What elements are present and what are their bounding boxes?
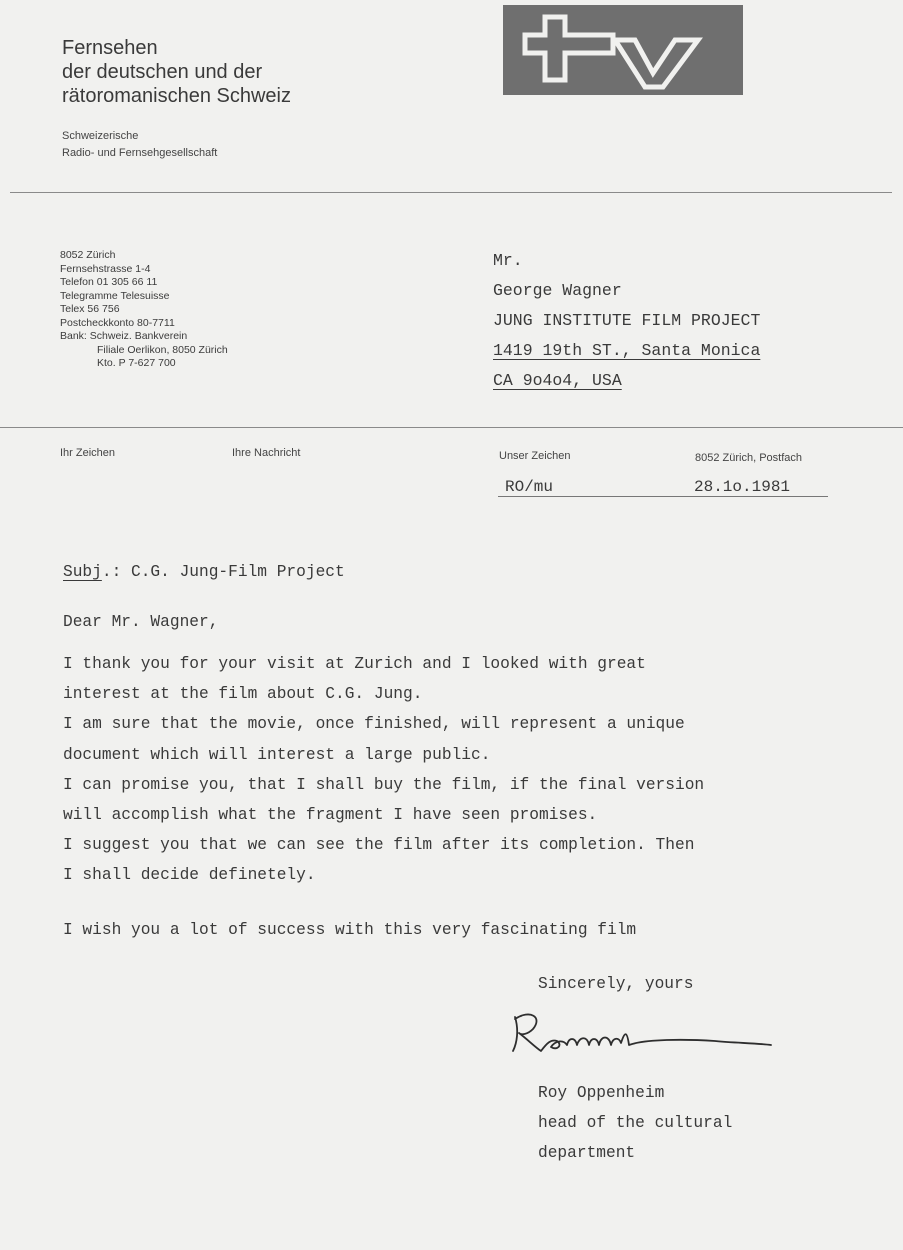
- sender-line-3: Telefon 01 305 66 11: [60, 276, 158, 288]
- reference-underline: [498, 496, 828, 497]
- signer-title-line-1: head of the cultural: [538, 1114, 733, 1132]
- letterhead: [62, 36, 482, 162]
- body-line-5: I can promise you, that I shall buy the film, if the final version: [63, 775, 705, 794]
- letterhead-title-line-1: Fernsehen: [62, 37, 158, 59]
- letterhead-title-line-2: der deutschen und der: [62, 61, 263, 83]
- body-line-1: I thank you for your visit at Zurich and I looked with great: [63, 655, 646, 673]
- sender-bank-line-1: Filiale Oerlikon, 8050 Zürich: [97, 343, 228, 356]
- sender-line-5: Telex 56 756: [60, 303, 120, 315]
- tv-logo-icon: [503, 5, 743, 95]
- body-line-7: I suggest you that we can see the film after its completion. Then: [63, 836, 695, 855]
- recipient-salutation: Mr.: [493, 251, 523, 270]
- closing: [538, 969, 858, 999]
- subject-prefix: Subj: [63, 563, 102, 581]
- body-line-8: I shall decide definetely.: [63, 866, 316, 885]
- letterhead-subtitle-line-1: Schweizerische: [62, 130, 139, 142]
- subject-text: .: C.G. Jung-Film Project: [101, 563, 345, 581]
- fold-line-middle: [0, 427, 903, 428]
- recipient-organization: JUNG INSTITUTE FILM PROJECT: [493, 311, 761, 330]
- closing-text: Sincerely, yours: [538, 975, 694, 993]
- body-line-6: will accomplish what the fragment I have seen promises.: [63, 806, 598, 825]
- signer-name: Roy Oppenheim: [538, 1084, 665, 1102]
- unser-zeichen-value: RO/mu: [505, 478, 554, 496]
- sender-address: [60, 249, 320, 371]
- handwritten-signature: [505, 1005, 785, 1065]
- recipient-street: 1419 19th ST., Santa Monica: [493, 341, 761, 360]
- signer-title-line-2: department: [538, 1144, 636, 1162]
- letter-body: [63, 649, 873, 891]
- letter-date: 28.1o.1981: [694, 478, 791, 496]
- letterhead-title-line-3: rätoromanischen Schweiz: [62, 85, 291, 107]
- recipient-address: [493, 246, 833, 396]
- sender-bank-line-2: Kto. P 7-627 700: [97, 357, 176, 369]
- greeting: Dear Mr. Wagner,: [63, 613, 219, 631]
- letterhead-subtitle-line-2: Radio- und Fernsehgesellschaft: [62, 147, 218, 159]
- subject-line: [63, 563, 863, 581]
- body-line-3: I am sure that the movie, once finished, will represent a unique: [63, 715, 685, 734]
- ihre-nachricht-label: Ihre Nachricht: [232, 447, 301, 459]
- signer-block: [538, 1078, 858, 1168]
- sender-line-6: Postcheckkonto 80-7711: [60, 316, 175, 329]
- wish-line: I wish you a lot of success with this very fascinating film: [63, 921, 637, 939]
- fold-line-top: [10, 192, 892, 193]
- recipient-city: CA 9o4o4, USA: [493, 371, 622, 390]
- postfach-label: 8052 Zürich, Postfach: [695, 452, 803, 464]
- sender-line-7: Bank: Schweiz. Bankverein: [60, 330, 188, 342]
- ihr-zeichen-label: Ihr Zeichen: [60, 447, 116, 459]
- unser-zeichen-label: Unser Zeichen: [499, 450, 571, 462]
- sender-line-4: Telegramme Telesuisse: [60, 289, 170, 302]
- body-line-2: interest at the film about C.G. Jung.: [63, 685, 423, 704]
- body-line-4: document which will interest a large public.: [63, 745, 491, 764]
- sender-line-2: Fernsehstrasse 1-4: [60, 262, 151, 275]
- recipient-name: George Wagner: [493, 281, 622, 300]
- sender-line-1: 8052 Zürich: [60, 249, 116, 261]
